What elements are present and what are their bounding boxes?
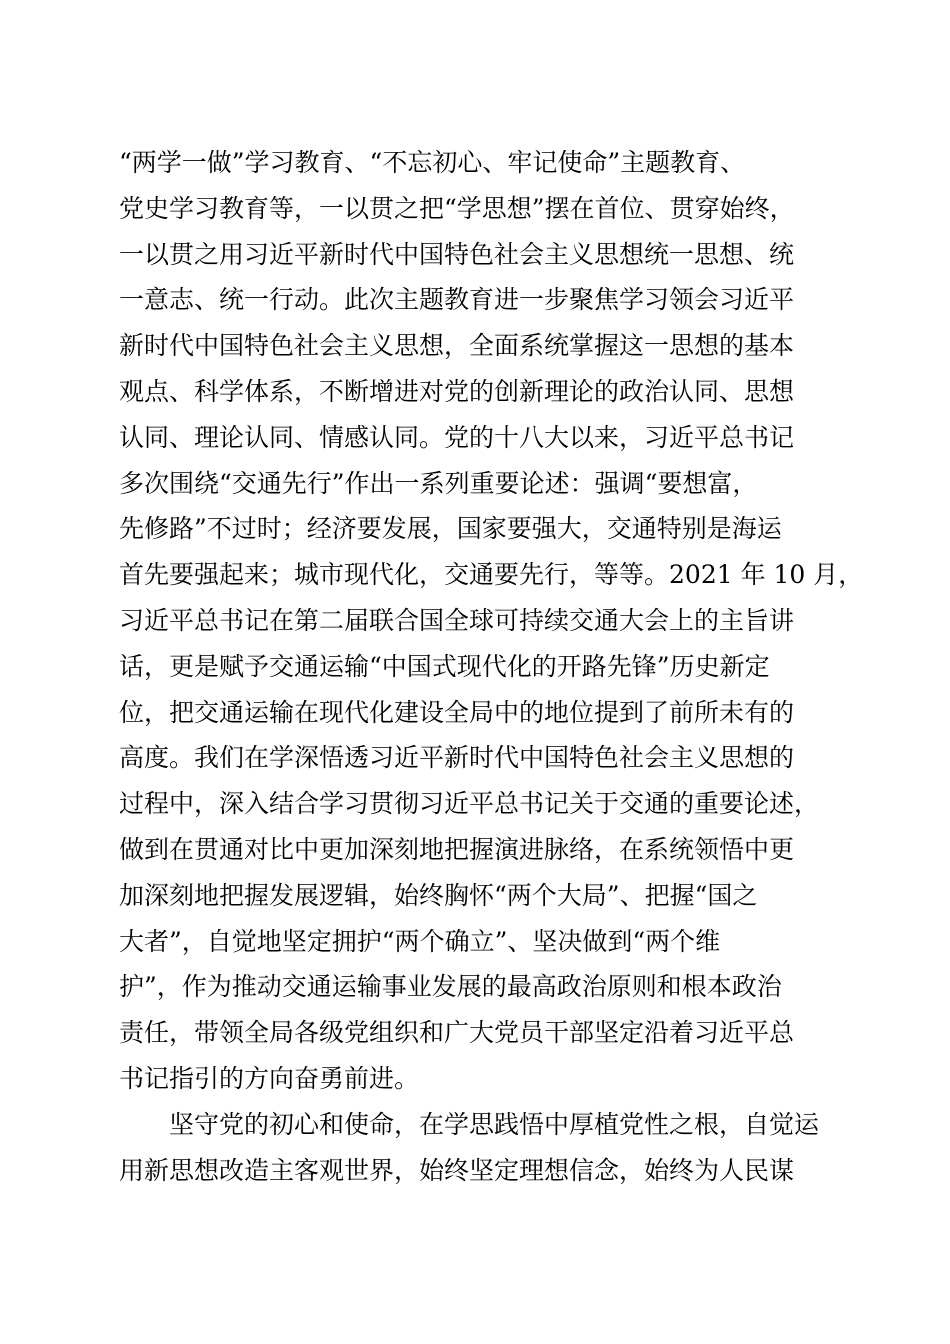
text-line: 认同、理论认同、情感认同。党的十八大以来，习近平总书记 [119,422,795,452]
text-line: 做到在贯通对比中更加深刻地把握演进脉络，在系统领悟中更 [119,834,795,864]
text-line: 书记指引的方向奋勇前进。 [119,1063,420,1093]
text-line: 加深刻地把握发展逻辑，始终胸怀“两个大局”、把握“国之 [119,880,758,910]
text-line: “两学一做”学习教育、“不忘初心、牢记使命”主题教育、 [119,148,746,177]
text-line: 用新思想改造主客观世界，始终坚定理想信念，始终为人民谋 [119,1155,795,1185]
text-line: 高度。我们在学深悟透习近平新时代中国特色社会主义思想的 [119,743,795,773]
text-line: 一以贯之用习近平新时代中国特色社会主义思想统一思想、统 [119,239,795,269]
text-line: 首先要强起来；城市现代化，交通要先行，等等。2021 年 10 月， [119,560,864,590]
text-line: 习近平总书记在第二届联合国全球可持续交通大会上的主旨讲 [119,605,795,635]
text-line: 多次围绕“交通先行”作出一系列重要论述：强调“要想富， [119,468,758,498]
text-line: 新时代中国特色社会主义思想，全面系统掌握这一思想的基本 [119,331,795,361]
document-body [119,140,864,1193]
text-line: 先修路”不过时；经济要发展，国家要强大，交通特别是海运 [119,514,782,544]
text-line: 位，把交通运输在现代化建设全局中的地位提到了前所未有的 [119,697,795,727]
text-line: 党史学习教育等，一以贯之把“学思想”摆在首位、贯穿始终， [119,193,795,223]
text-line: 过程中，深入结合学习贯彻习近平总书记关于交通的重要论述， [119,789,820,819]
text-line: 话，更是赋予交通运输“中国式现代化的开路先锋”历史新定 [119,651,770,681]
text-line: 大者”，自觉地坚定拥护“两个确立”、坚决做到“两个维 [119,926,721,956]
text-line: 护”，作为推动交通运输事业发展的最高政治原则和根本政治 [119,972,782,1002]
text-line: 责任，带领全局各级党组织和广大党员干部坚定沿着习近平总 [119,1018,795,1048]
text-line: 坚守党的初心和使命，在学思践悟中厚植党性之根，自觉运 [119,1109,820,1139]
text-line: 一意志、统一行动。此次主题教育进一步聚焦学习领会习近平 [119,285,795,315]
text-line: 观点、科学体系，不断增进对党的创新理论的政治认同、思想 [119,376,795,406]
